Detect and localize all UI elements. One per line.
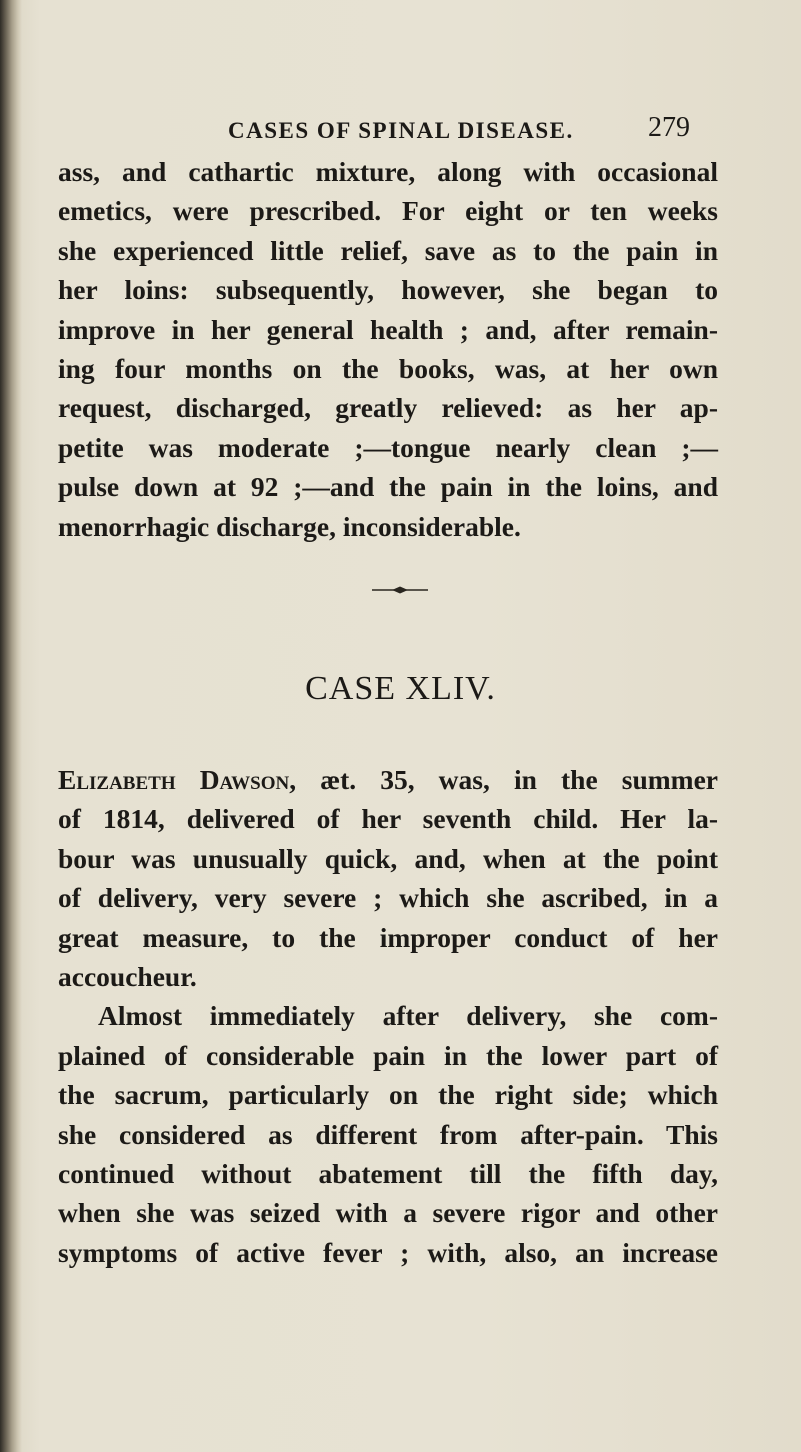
patient-name: Elizabeth Dawson,: [58, 764, 297, 795]
text-line: symptoms of active fever ; with, also, an increase: [58, 1236, 718, 1268]
text-line: ass, and cathartic mixture, along with occasional: [58, 156, 718, 187]
text-line: request, discharged, greatly relieved: as her ap-: [58, 392, 718, 424]
running-head: CASES OF SPINAL DISEASE.: [228, 118, 574, 143]
paragraph-continuation: [58, 152, 718, 546]
page-number: 279: [648, 112, 690, 143]
text-line: her loins: subsequently, however, she began to: [58, 274, 718, 306]
text-line: she experienced little relief, save as to the pain in: [58, 234, 718, 266]
text-line: of delivery, very severe ; which she ascribed, in a: [58, 882, 718, 914]
text-line: great measure, to the improper conduct of her: [58, 921, 718, 953]
text-line: emetics, were prescribed. For eight or ten weeks: [58, 195, 718, 227]
text-fragment: æt. 35, was, in the summer: [296, 764, 718, 795]
text-line: of 1814, delivered of her seventh child. Her la-: [58, 803, 718, 835]
text-line: petite was moderate ;—tongue nearly clean ;—: [58, 431, 718, 463]
text-line: pulse down at 92 ;—and the pain in the loins, and: [58, 471, 718, 503]
text-line: Almost immediately after delivery, she com-: [98, 1000, 718, 1032]
case-heading: CASE XLIV.: [305, 670, 496, 707]
text-line: ing four months on the books, was, at her own: [58, 353, 718, 385]
text-line: when she was seized with a severe rigor and other: [58, 1197, 718, 1229]
section-divider-ornament: [370, 585, 430, 595]
text-line: improve in her general health ; and, after remain-: [58, 313, 718, 345]
text-line: she considered as different from after-pain. This: [58, 1118, 718, 1150]
text-line: plained of considerable pain in the lower part of: [58, 1039, 718, 1071]
text-line: bour was unusually quick, and, when at the point: [58, 842, 718, 874]
text-line: accoucheur.: [58, 961, 197, 993]
book-gutter: [0, 0, 22, 1452]
text-line: menorrhagic discharge, inconsiderable.: [58, 510, 521, 542]
text-line: continued without abatement till the fifth day,: [58, 1158, 718, 1190]
text-line: [58, 760, 718, 799]
case-body: [58, 760, 718, 1272]
text-line: the sacrum, particularly on the right side; which: [58, 1079, 718, 1111]
